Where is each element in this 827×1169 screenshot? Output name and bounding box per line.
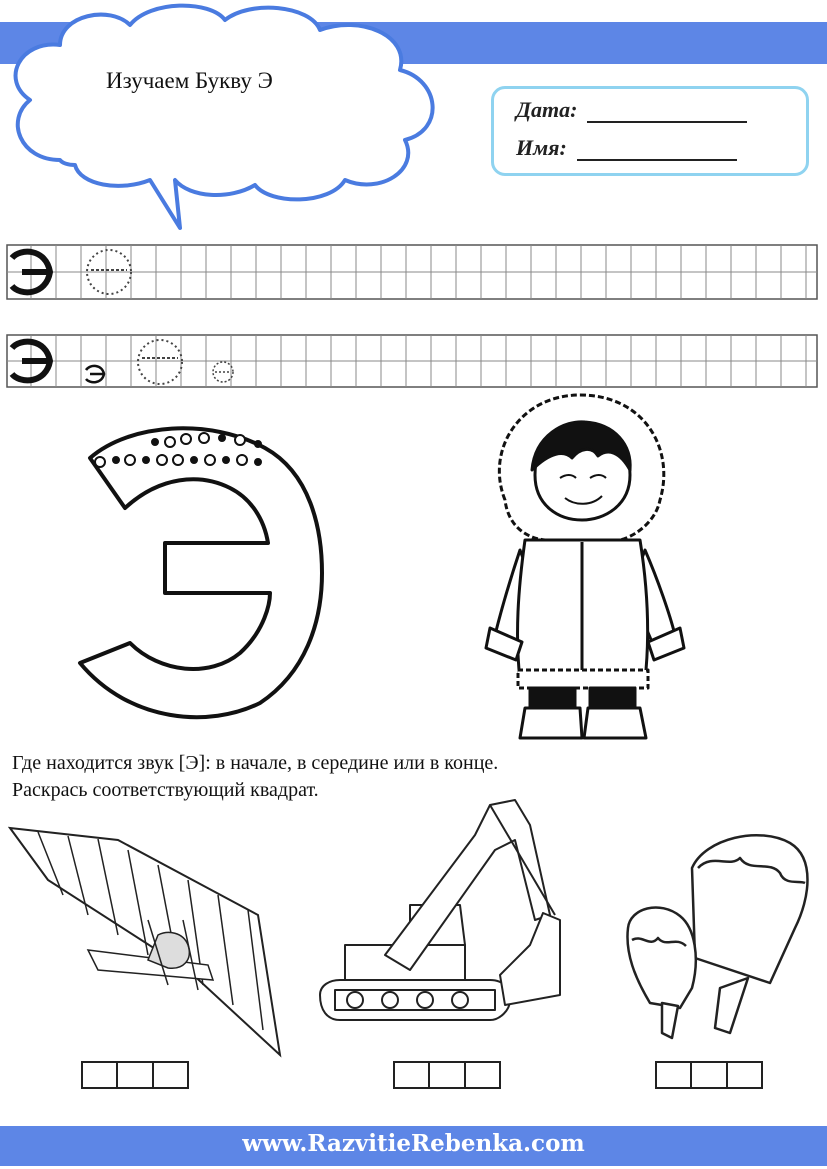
speech-cloud-icon [0, 0, 450, 240]
answer-square-start[interactable] [657, 1063, 692, 1087]
info-box [491, 86, 809, 176]
name-label: Имя: [516, 135, 567, 160]
answer-square-middle[interactable] [430, 1063, 465, 1087]
hang-glider-icon [8, 820, 288, 1060]
date-row [516, 97, 747, 123]
excavator-icon [315, 795, 580, 1035]
answer-square-start[interactable] [395, 1063, 430, 1087]
answer-box-ice-cream[interactable] [655, 1061, 763, 1089]
big-letter-e-outline [70, 418, 330, 728]
tracing-grid-1[interactable] [6, 244, 818, 300]
answer-square-middle[interactable] [118, 1063, 153, 1087]
letter-e-trace-large [138, 340, 182, 384]
letter-e-trace-small [213, 362, 233, 382]
answer-box-hang-glider[interactable] [81, 1061, 189, 1089]
date-field[interactable] [587, 103, 747, 123]
answer-square-end[interactable] [466, 1063, 499, 1087]
instruction-line-1: Где находится звук [Э]: в начале, в середине или в конце. [12, 752, 499, 774]
page-title: Изучаем Букву Э [106, 68, 273, 93]
ice-cream-icon [620, 828, 820, 1043]
answer-square-middle[interactable] [692, 1063, 727, 1087]
answer-box-excavator[interactable] [393, 1061, 501, 1089]
answer-square-start[interactable] [83, 1063, 118, 1087]
letter-e-sample-small [86, 366, 104, 382]
website-footer[interactable]: www.RazvitieRebenka.com [242, 1130, 585, 1157]
eskimo-child-icon [480, 390, 690, 745]
date-label: Дата: [516, 97, 578, 122]
answer-square-end[interactable] [728, 1063, 761, 1087]
tracing-grid-2[interactable] [6, 334, 818, 388]
instruction-line-2: Раскрась соответствующий квадрат. [12, 779, 319, 801]
answer-square-end[interactable] [154, 1063, 187, 1087]
name-field[interactable] [577, 141, 737, 161]
name-row [516, 135, 737, 161]
